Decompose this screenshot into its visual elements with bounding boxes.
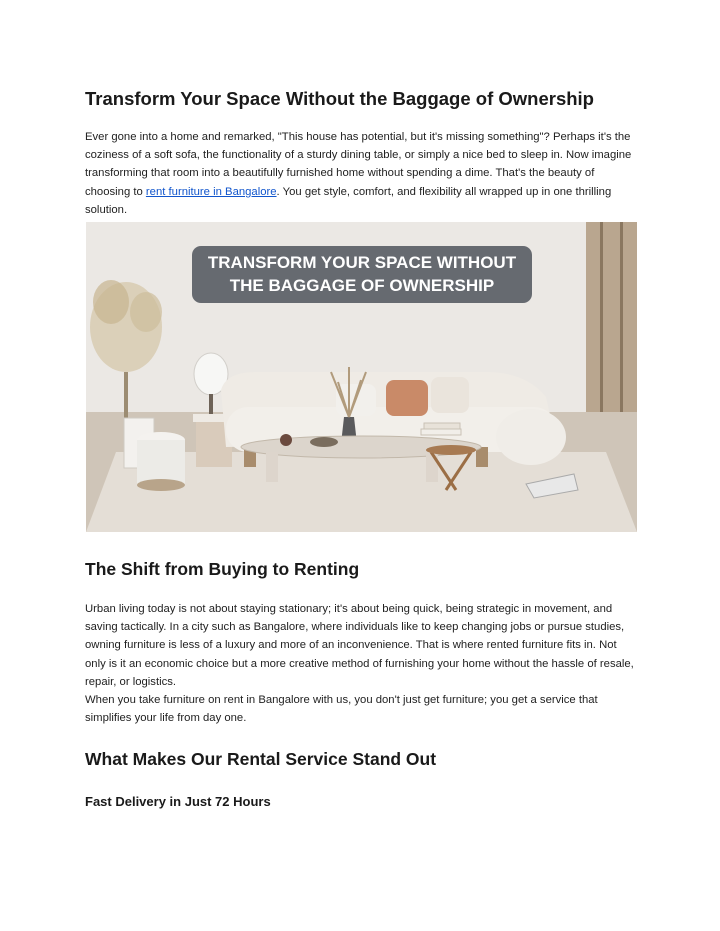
banner-line-1: TRANSFORM YOUR SPACE WITHOUT <box>207 253 517 272</box>
page-title: Transform Your Space Without the Baggage of Ownership <box>85 88 594 109</box>
subheading-fast-delivery: Fast Delivery in Just 72 Hours <box>85 794 271 809</box>
section-heading-stand-out: What Makes Our Rental Service Stand Out <box>85 749 437 769</box>
intro-paragraph <box>85 128 640 219</box>
intro-text-end: . You get style, comfort, and flexibility all wrapped up in one thrilling solution. <box>85 185 612 216</box>
shift-paragraph-1: Urban living today is not about staying stationary; it's about being quick, being strategic in movement, and saving tactically. In a city such as Bangalore, where individuals like to keep changing jobs or pursue studies, owning furniture is less of a luxury and more of an inconvenience. That is where rented furniture fits in. Not only is it an economic choice but a more creative method of furnishing your home without the hassle of resale, repair, or logistics. <box>85 603 634 688</box>
shift-paragraph-2: When you take furniture on rent in Bangalore with us, you don't just get furniture; you get a service that simplifies your life from day one. <box>85 694 598 725</box>
banner-line-2: THE BAGGAGE OF OWNERSHIP <box>229 276 495 295</box>
living-room-illustration <box>86 222 637 532</box>
intro-text-start: Ever gone into a home and remarked, "This house has potential, but it's missing something"? Perhaps it's the coziness of a soft sofa, the functionality of a sturdy dining table, or simply a nice bed to sleep in. Now imagine transforming that room into a beautifully furnished home without spending a dime. That's the beauty of choosing to <box>85 131 632 198</box>
cushion <box>386 380 428 416</box>
section-heading-shift: The Shift from Buying to Renting <box>85 559 360 579</box>
hero-image <box>86 222 637 532</box>
rent-furniture-link[interactable]: rent furniture in Bangalore <box>145 185 277 198</box>
